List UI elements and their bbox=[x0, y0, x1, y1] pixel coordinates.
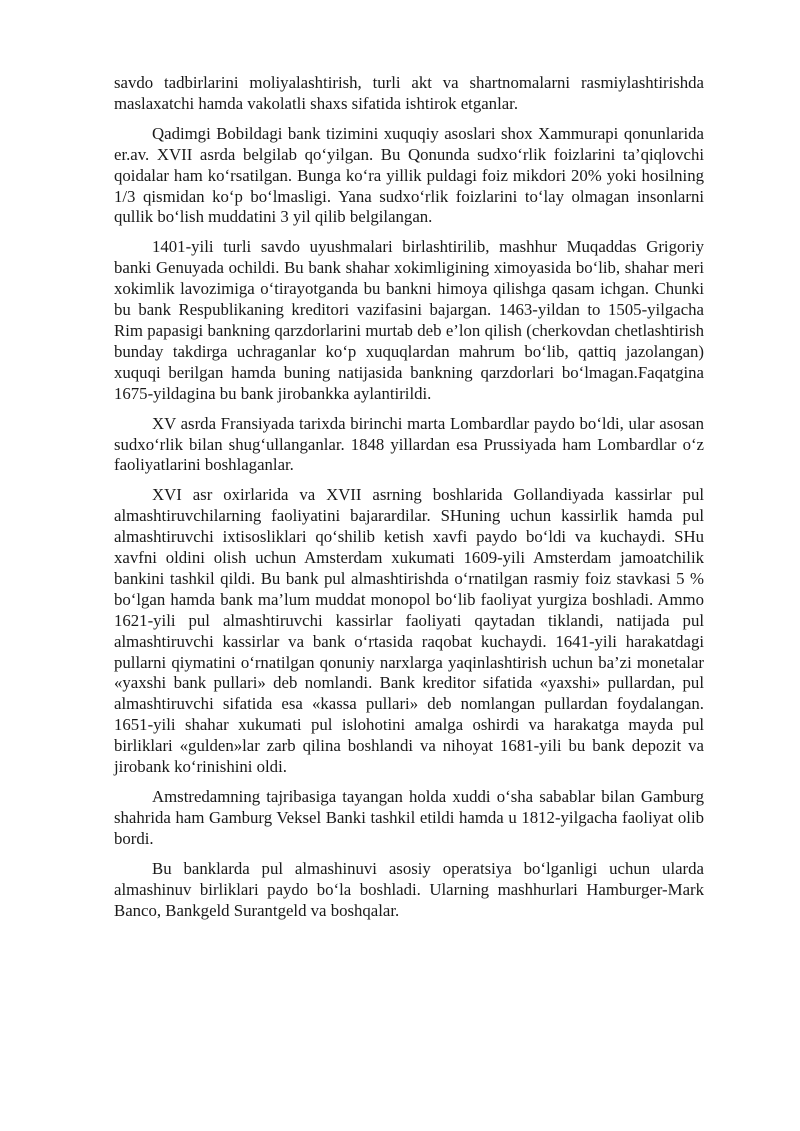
paragraph-hamburg-bank: Amstredamning tajribasiga tayangan holda xuddi o‘sha sabablar bilan Gamburg shahrida ham Gamburg Veksel Banki tashkil etildi hamda u 1812-yilgacha faoliyat olib bordi. bbox=[114, 787, 704, 848]
paragraph-exchange-units: Bu banklarda pul almashinuvi asosiy operatsiya bo‘lganligi uchun ularda almashinuv birliklari paydo bo‘la boshladi. Ularning mashhurlari Hamburger-Mark Banco, Bankgeld Surantgeld va boshqalar. bbox=[114, 858, 704, 920]
paragraph-lombards: XV asrda Fransiyada tarixda birinchi marta Lombardlar paydo bo‘ldi, ular asosan sudxo‘rlik bilan shug‘ullanganlar. 1848 yillardan esa Prussiyada ham Lombardlar o‘z faoliyatlarini boshlaganlar. bbox=[114, 413, 704, 475]
paragraph-genoa-bank: 1401-yili turli savdo uyushmalari birlashtirilib, mashhur Muqaddas Grigoriy banki Genuyada ochildi. Bu bank shahar xokimligining ximoyasida bo‘lib, shahar meri xokimlik lavozimiga o‘tirayotganda bu bankni himoya qilishga qasam ichgan. Chunki bu bank Respublikaning kreditori vazifasini bajargan. 1463-yildan to 1505-yilgacha Rim papasigi bankning qarzdorlarini murtab deb e’lon qilish (cherkovdan chetlashtirish bunday takdirga uchraganlar ko‘p xuquqlardan mahrum bo‘lib, qattiq jazolangan) xuquqi berilgan hamda buning natijasida bankning qarzdorlari bo‘lmagan.Faqatgina 1675-yildagina bu bank jirobankka aylantirildi. bbox=[114, 237, 704, 403]
paragraph-babylon: Qadimgi Bobildagi bank tizimini xuquqiy asoslari shox Xammurapi qonunlarida er.av. XVII asrda belgilab qo‘yilgan. Bu Qonunda sudxo‘rlik foizlarini ta’qiqlovchi qoidalar ham ko‘rsatilgan. Bunga ko‘ra yillik puldagi foiz mikdori 20% yoki hosilning 1/3 qismidan ko‘p bo‘lmasligi. Yana sudxo‘rlik foizlarini to‘lay olmagan insonlarni qullik bo‘lish muddatini 3 yil qilib belgilangan. bbox=[114, 123, 704, 227]
document-page bbox=[114, 73, 704, 930]
paragraph-amsterdam-bank: XVI asr oxirlarida va XVII asrning boshlarida Gollandiyada kassirlar pul almashtiruvchilarning faoliyatini bajarardilar. SHuning uchun kassirlik hamda pul almashtiruvchi ixtisosliklari qo‘shilib ketish xavfi paydo bo‘ldi va kuchaydi. SHu xavfni oldini olish uchun Amsterdam xukumati 1609-yili Amsterdam jamoatchilik bankini tashkil qildi. Bu bank pul almashtirishda o‘rnatilgan rasmiy foiz stavkasi 5 % bo‘lgan hamda bank ma’lum muddat monopol bo‘lib faoliyat yurgiza boshladi. Ammo 1621-yili pul almashtiruvchi kassirlar faoliyati qaytadan tiklandi, natijada pul almashtiruvchi kassirlar va bank o‘rtasida raqobat kuchaydi. 1641-yili harakatdagi pullarni qiymatini o‘rnatilgan qonuniy narxlarga yaqinlashtirish uchun ba’zi monetalar «yaxshi bank pullari» deb nomlandi. Bank kreditor sifatida «yaxshi» pullardan, pul almashtiruvchi sifatida esa «kassa pullari» deb nomlangan pullardan foydalangan. 1651-yili shahar xukumati pul islohotini amalga oshirdi va harakatga mayda pul birliklari «gulden»lar zarb qilina boshlandi va nihoyat 1681-yili bu bank depozit va jirobank ko‘rinishini oldi. bbox=[114, 485, 704, 777]
paragraph-continuation: savdo tadbirlarini moliyalashtirish, turli akt va shartnomalarni rasmiylashtirishda maslaxatchi hamda vakolatli shaxs sifatida ishtirok etganlar. bbox=[114, 73, 704, 113]
